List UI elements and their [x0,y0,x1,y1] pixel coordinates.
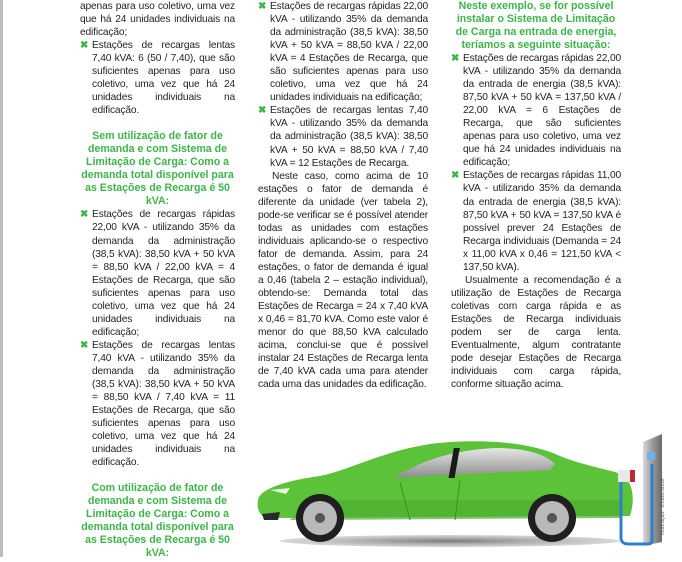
body-paragraph: Usualmente a recomendação é a utilização de Estações de Recarga coletivas com carga rápida e as Estações de Recarga individuais podem ser de carga lenta. Eventualmente, algum contratante pode desejar Estações de Recarga individuais com carga rápida, conforme situação acima. [451,274,621,391]
list-item: ✖ Estações de recargas lentas 7,40 kVA - utilizando 35% da demanda da administração (38,5 kVA): 38,50 kVA + 50 kVA = 88,50 kVA / 7,40 kVA = 12 Estações de Recarga. [258,105,428,169]
bullet-x-icon: ✖ [80,209,89,221]
intro-continuation: apenas para uso coletivo, uma vez que há 24 unidades individuais na edificação; [80,1,235,39]
bullet-list [258,0,428,170]
column-3 [451,0,621,391]
list-item: ✖ Estações de recargas lentas 7,40 kVA - utilizando 35% da demanda da administração (38,5 kVA): 38,50 kVA + 50 kVA = 88,50 kVA / 7,40 kVA = 11 Estações de Recarga, que são suficientes apenas para uso coletivo, uma vez que há 24 unidades individuais na edificação. [80,339,235,469]
bullet-x-icon: ✖ [258,105,267,117]
bullet-x-icon: ✖ [258,1,267,12]
column-1 [80,0,235,560]
intro-bullet-list [80,39,235,117]
bullet-list [80,208,235,469]
electric-car-icon [250,430,682,557]
list-item: ✖ Estações de recargas rápidas 22,00 kVA - utilizando 35% da demanda da administração (38,5 kVA): 38,50 kVA + 50 kVA = 88,50 kVA / 22,00 kVA = 4 Estações de Recarga, que são suficientes apenas para uso coletivo, uma vez que há 24 unidades individuais na edificação; [80,209,235,338]
bullet-x-icon: ✖ [451,170,460,182]
bullet-x-icon: ✖ [80,339,89,351]
list-item: ✖ Estações de recargas rápidas 22,00 kVA - utilizando 35% da demanda da administração (38,5 kVA): 38,50 kVA + 50 kVA = 88,50 kVA / 22,00 kVA = 4 Estações de Recarga, que são suficientes apenas para uso coletivo, uma vez que há 24 unidades individuais na edificação; [258,1,428,104]
page-left-border [0,0,3,557]
list-item: ✖ Estações de recargas rápidas 22,00 kVA - utilizando 35% da demanda da entrada de energia (38,5 kVA): 87,50 kVA + 50 kVA = 137,50 kVA / 22,00 kVA = 6 Estações de Recarga, que são suficientes apenas para uso coletivo, uma vez que há 24 unidades individuais na edificação; [451,53,621,169]
section-heading-no-demand-factor: Sem utilização de fator de demanda e com Sistema de Limitação de Carga: Como a demanda total disponível para as Estações de Recarga é 50 kVA: [81,130,234,208]
body-paragraph: Neste caso, como acima de 10 estações o fator de demanda é diferente da unidade (ver tabela 2), pode-se verificar se é possível atender todas as unidades com estações individuais aplicando-se o respectivo fator de demanda. Assim, para 24 estações, o fator de demanda é igual a 0,46 (tabela 2 – estação individual), obtendo-se: Demanda total das Estações de Recarga = 24 x 7,40 kVA x 0,46 = 81,70 kVA. Como este valor é menor do que 88,50 kVA calculado acima, conclui-se que é possível instalar 24 Estações de Recarga lenta de 7,40 kVA cada uma para atender cada uma das unidades da edificação. [258,170,428,391]
charge-plug [618,470,632,482]
car-charging-illustration [250,430,682,557]
bullet-x-icon: ✖ [80,40,89,52]
list-item: ✖ Estações de recargas lentas 7,40 kVA: 6 (50 / 7,40), que são suficientes apenas para uso coletivo, uma vez que há 24 unidades individuais na edificação. [80,40,235,117]
illustration-credit: Ilustração: Shutterstock [660,478,666,536]
column-2 [258,0,428,391]
rear-wheel [528,494,576,542]
bullet-x-icon: ✖ [451,53,460,64]
bullet-list [451,52,621,274]
section-heading-entry-limitation: Neste exemplo, se for possível instalar o Sistema de Limitação de Carga na entrada de energia, teríamos a seguinte situação: [455,0,617,51]
front-wheel [296,494,344,542]
list-item: ✖ Estações de recargas rápidas 11,00 kVA - utilizando 35% da demanda da entrada de energia (38,5 kVA): 87,50 kVA + 50 kVA = 137,50 kVA é possível prever 24 Estações de Recarga individuais (Demanda = 24 x 11,00 kVA x 0,46 = 121,50 kVA < 137,50 kVA). [451,170,621,273]
section-heading-with-demand-factor: Com utilização de fator de demanda e com Sistema de Limitação de Carga: Como a demanda total disponível para as Estações de Recarga é 50 kVA: [81,482,234,560]
